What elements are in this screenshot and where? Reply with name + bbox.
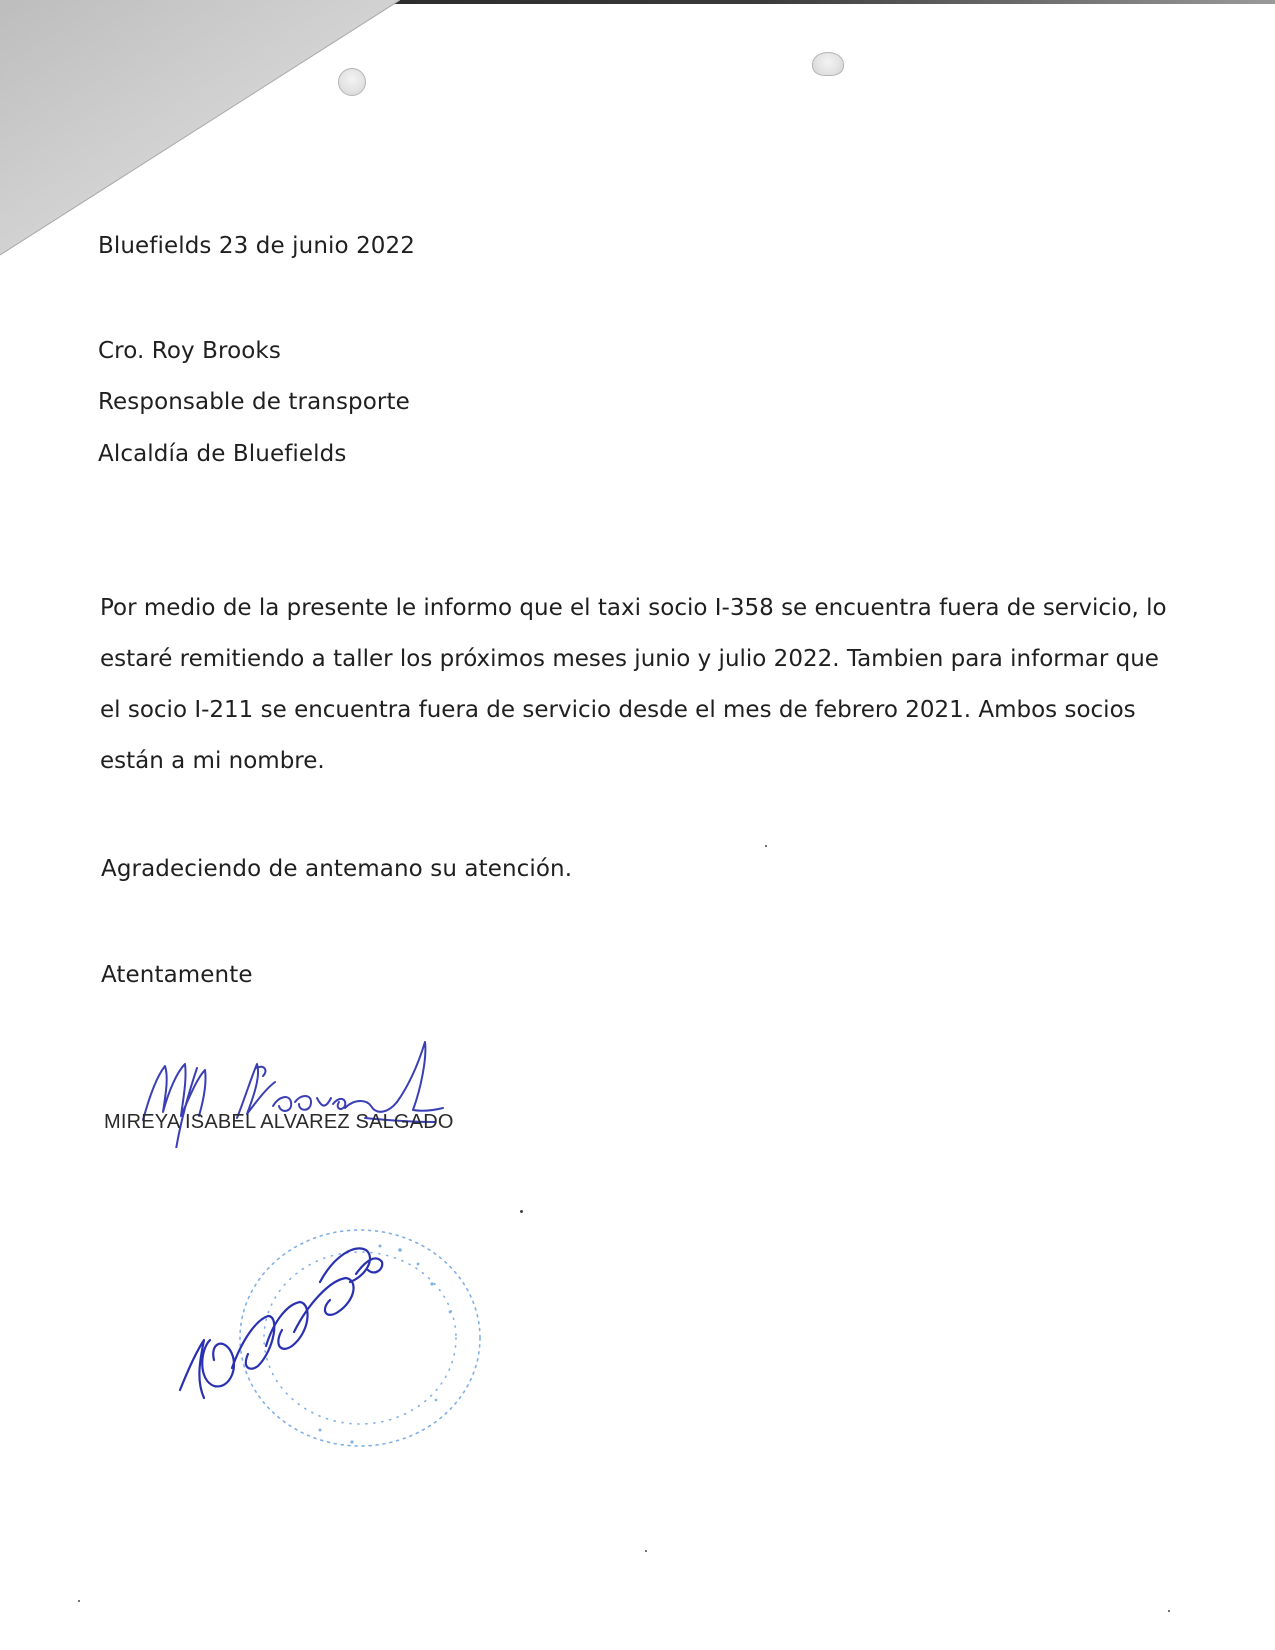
scan-speck — [520, 1210, 523, 1213]
scan-speck — [645, 1550, 647, 1552]
scan-speck — [1168, 1610, 1170, 1612]
folded-corner — [0, 0, 400, 260]
scan-speck — [765, 845, 767, 847]
closing-line: Atentamente — [101, 962, 253, 988]
recipient-name: Cro. Roy Brooks — [98, 338, 281, 364]
scan-speck — [78, 1600, 80, 1602]
letter-body: Por medio de la presente le informo que el taxi socio I-358 se encuentra fuera de servicio, lo estaré remitiendo a taller los próximos meses junio y julio 2022. Tambien para informar que el socio I-211 se encuentra fuera de servicio desde el mes de febrero 2021. Ambos socios están a mi nombre. — [100, 595, 1167, 774]
punch-hole-left — [338, 68, 366, 96]
stamp-and-initials — [170, 1220, 510, 1470]
recipient-organization: Alcaldía de Bluefields — [98, 441, 347, 467]
recipient-title: Responsable de transporte — [98, 389, 410, 415]
signer-name: MIREYA ISABEL ALVAREZ SALGADO — [104, 1111, 454, 1133]
thanks-line: Agradeciendo de antemano su atención. — [101, 856, 573, 882]
punch-hole-right — [812, 52, 844, 76]
date-line: Bluefields 23 de junio 2022 — [98, 233, 416, 259]
